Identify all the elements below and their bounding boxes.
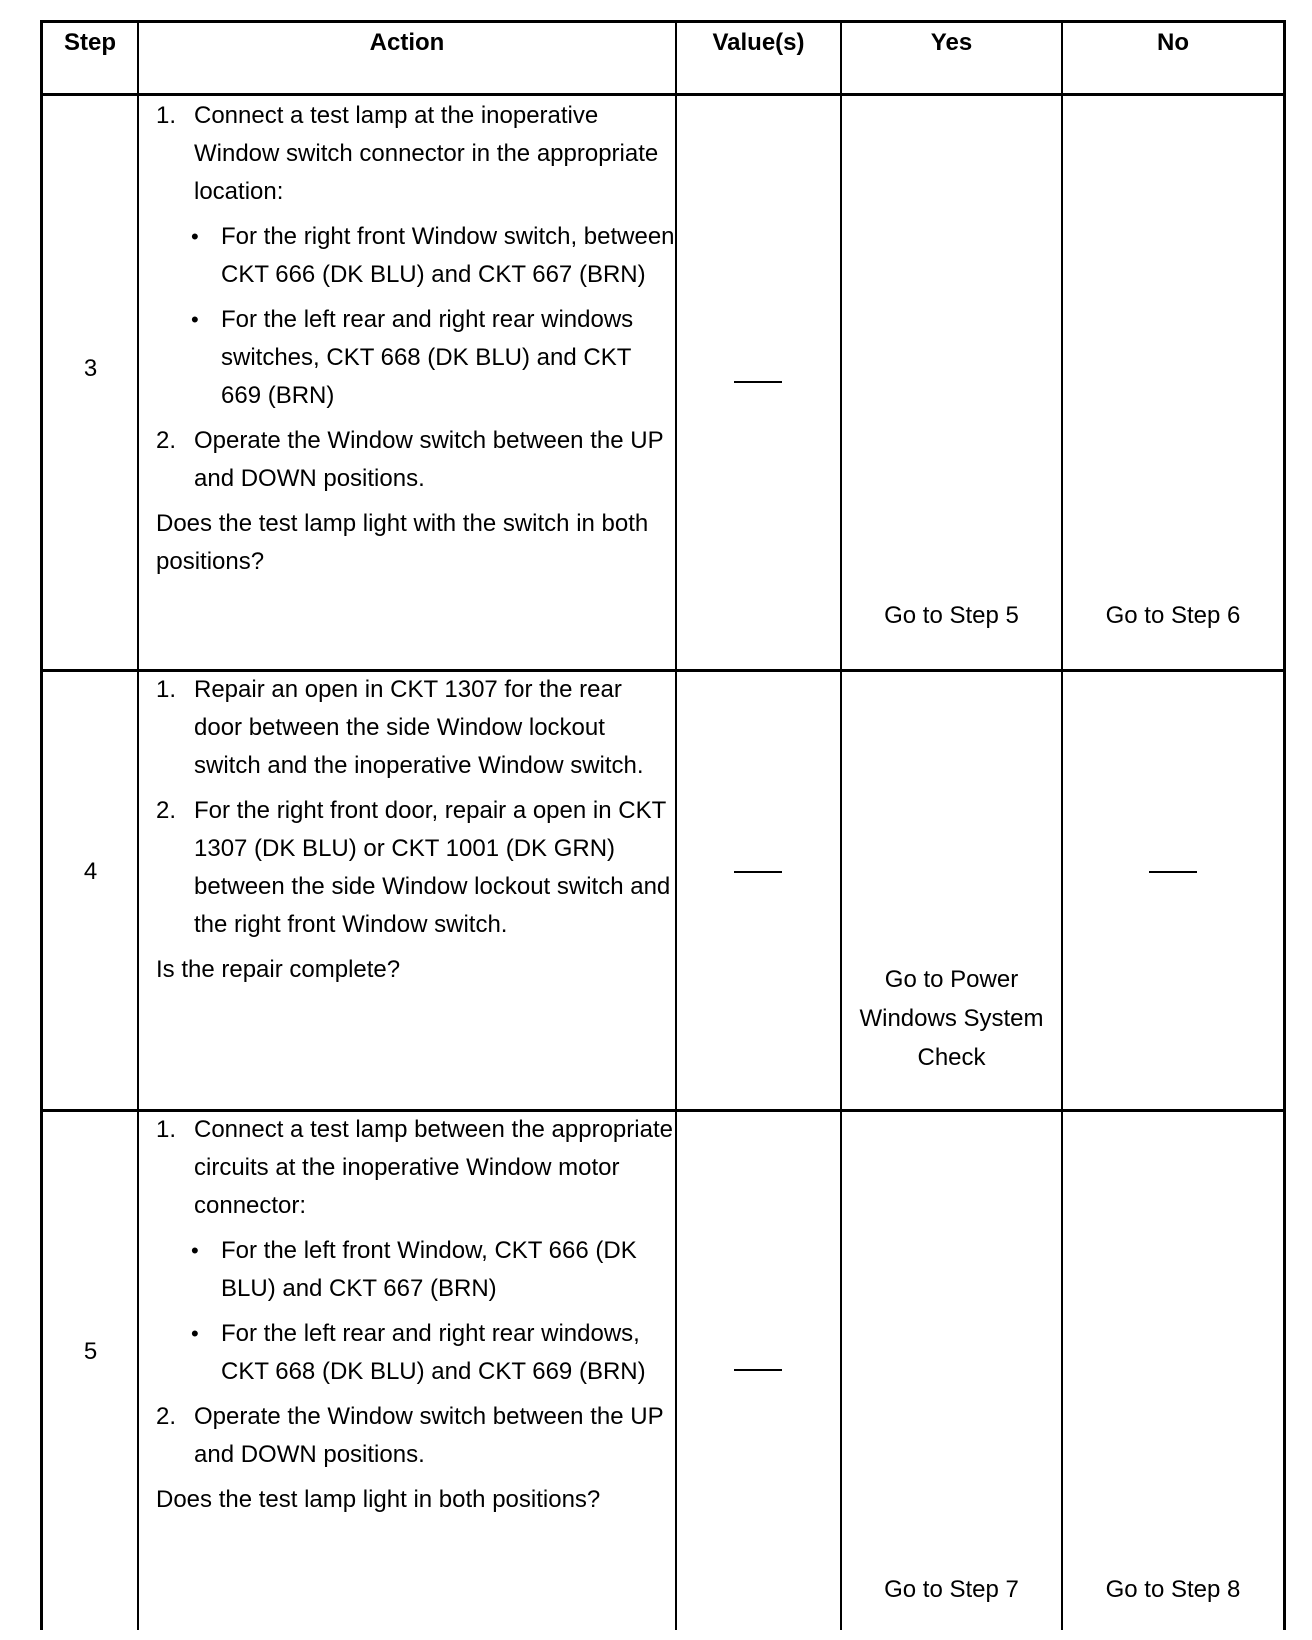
- action-question: Does the test lamp light in both positions?: [156, 1486, 601, 1513]
- header-action: Action: [369, 29, 445, 56]
- action-question: Does the test lamp light with the switch in both positions?: [156, 510, 649, 575]
- row-no: Go to Step 8: [1105, 1576, 1241, 1603]
- row-yes: Go to Step 5: [884, 602, 1019, 629]
- bullet-text: For the right front Window switch, between CKT 666 (DK BLU) and CKT 667 (BRN): [221, 223, 675, 288]
- action-item: [156, 792, 676, 944]
- dash-placeholder: [734, 381, 782, 383]
- item-text: Connect a test lamp between the appropriate circuits at the inoperative Window motor connector:: [194, 1116, 673, 1219]
- action-bullet: [156, 1232, 676, 1308]
- row-action: [138, 1111, 676, 1519]
- bullet-text: For the left front Window, CKT 666 (DK BLU) and CKT 667 (BRN): [221, 1237, 637, 1302]
- bullet-icon: •: [191, 224, 199, 249]
- header-yes: Yes: [930, 29, 973, 56]
- item-text: Operate the Window switch between the UP and DOWN positions.: [194, 1403, 664, 1468]
- action-bullet: [156, 218, 676, 294]
- item-number: 2.: [156, 427, 177, 454]
- dash-placeholder: [734, 871, 782, 873]
- bullet-icon: •: [191, 1238, 199, 1263]
- item-text: Repair an open in CKT 1307 for the rear door between the side Window lockout switch and the inoperative Window switch.: [194, 676, 644, 779]
- bullet-icon: •: [191, 1321, 199, 1346]
- row-yes: Go to Power Windows System Check: [859, 966, 1044, 1071]
- row-no: [1063, 672, 1283, 1072]
- action-bullet: [156, 1315, 676, 1391]
- row-values: [676, 1112, 840, 1628]
- bullet-icon: •: [191, 307, 199, 332]
- column-divider: [840, 20, 842, 1630]
- row-step-number: 3: [83, 354, 98, 382]
- header-no: No: [1157, 29, 1189, 56]
- action-bullet: [156, 301, 676, 415]
- bullet-text: For the left rear and right rear windows, CKT 668 (DK BLU) and CKT 669 (BRN): [221, 1320, 646, 1385]
- row-step-number: 5: [83, 1338, 98, 1365]
- header-step: Step: [63, 29, 116, 56]
- action-item: [156, 422, 676, 498]
- item-text: For the right front door, repair a open in CKT 1307 (DK BLU) or CKT 1001 (DK GRN) between the side Window lockout switch and the right front Window switch.: [194, 797, 671, 938]
- item-number: 1.: [156, 1116, 177, 1143]
- action-item: [156, 671, 676, 785]
- action-item: [156, 97, 676, 211]
- item-text: Connect a test lamp at the inoperative Window switch connector in the appropriate location:: [194, 102, 659, 205]
- item-number: 1.: [156, 102, 177, 129]
- action-question: Is the repair complete?: [156, 956, 401, 983]
- item-number: 1.: [156, 676, 177, 703]
- dash-placeholder: [1149, 871, 1197, 873]
- action-item: [156, 1111, 676, 1225]
- row-values: [676, 672, 840, 1072]
- item-number: 2.: [156, 797, 177, 824]
- header-values: Value(s): [712, 29, 805, 56]
- item-number: 2.: [156, 1403, 177, 1430]
- table-border-right: [1283, 20, 1286, 1630]
- action-item: [156, 1398, 676, 1474]
- bullet-text: For the left rear and right rear windows switches, CKT 668 (DK BLU) and CKT 669 (BRN): [221, 306, 634, 409]
- header-divider: [40, 93, 1286, 96]
- item-text: Operate the Window switch between the UP and DOWN positions.: [194, 427, 664, 492]
- row-values: [676, 96, 840, 668]
- row-action: [138, 671, 676, 989]
- row-action: [138, 97, 676, 581]
- row-yes: Go to Step 7: [884, 1576, 1019, 1603]
- row-no: Go to Step 6: [1105, 602, 1241, 629]
- row-step-number: 4: [83, 858, 98, 885]
- dash-placeholder: [734, 1369, 782, 1371]
